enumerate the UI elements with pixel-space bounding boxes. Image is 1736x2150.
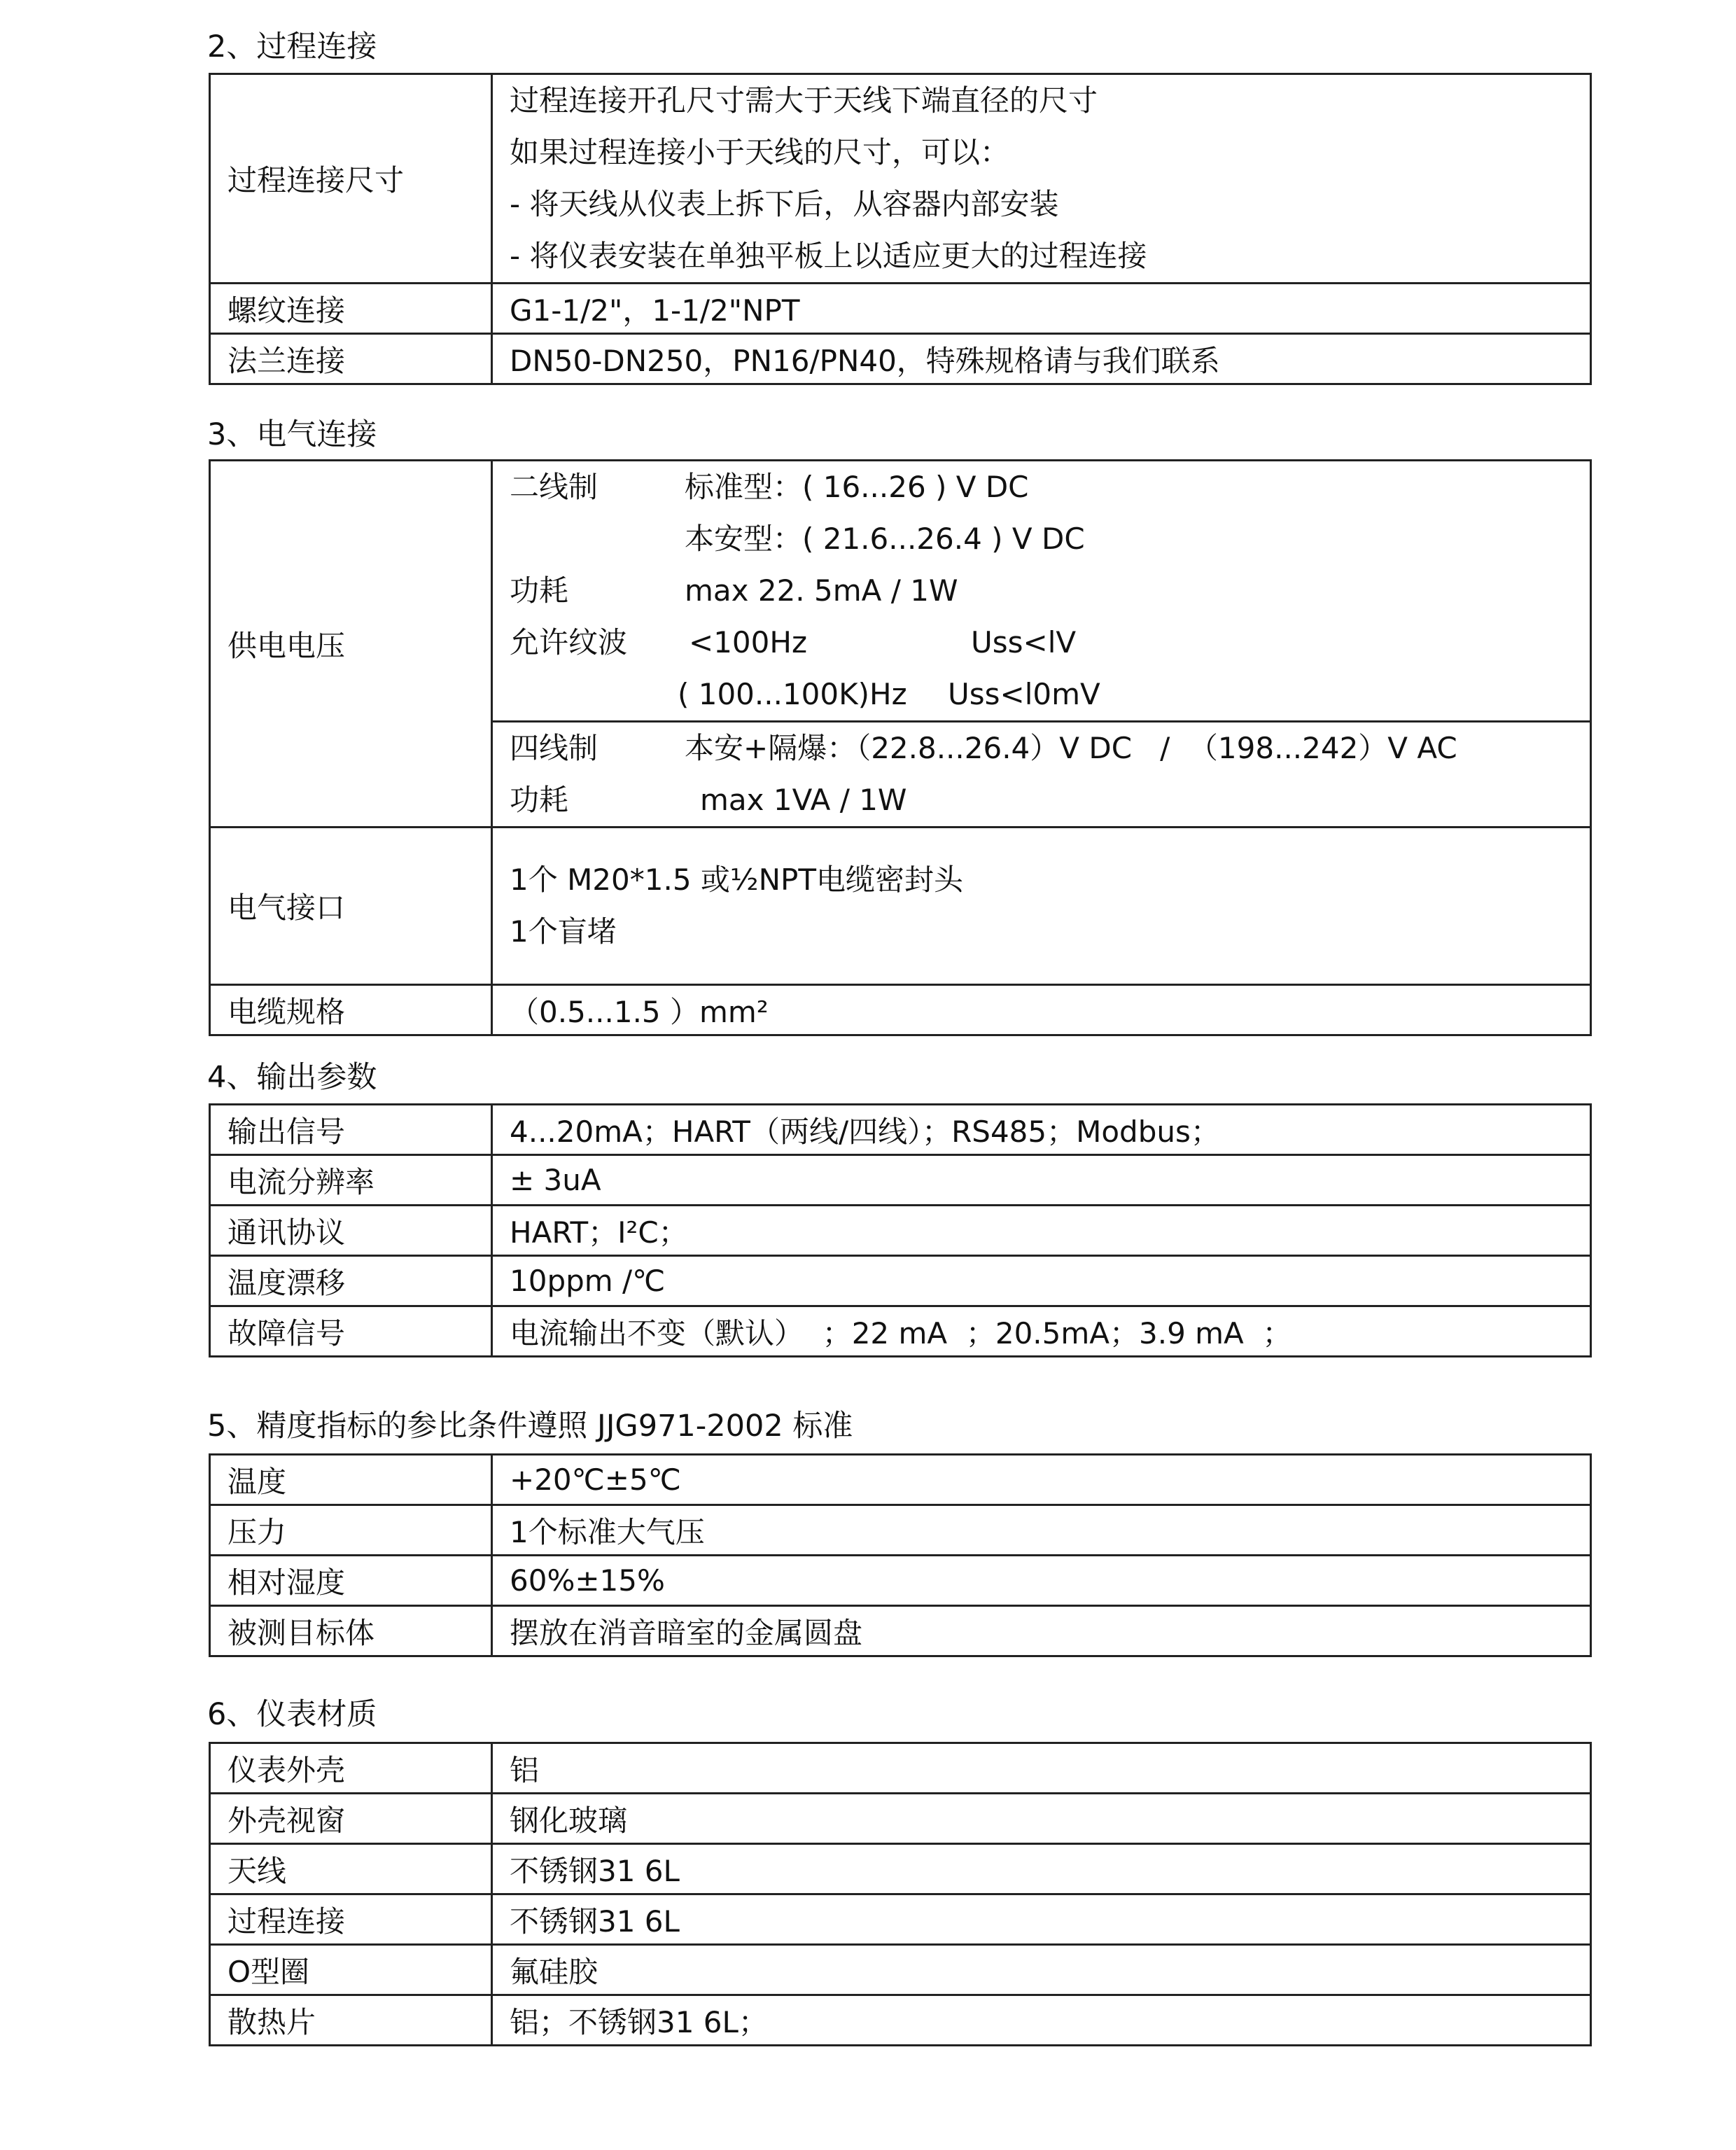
value-line: - 将天线从仪表上拆下后，从容器内部安装 bbox=[510, 187, 1059, 221]
power-value: max 1VA / 1W bbox=[700, 783, 907, 817]
row-value: 不锈钢31 6L bbox=[492, 1894, 1591, 1945]
table-row bbox=[210, 1743, 1591, 1794]
table-row bbox=[210, 1556, 1591, 1606]
row-label: 天线 bbox=[210, 1844, 492, 1894]
row-label: 电气接口 bbox=[210, 828, 492, 985]
row-value: 氟硅胶 bbox=[492, 1945, 1591, 1995]
row-value: HART；I²C； bbox=[492, 1206, 1591, 1256]
row-value: （0.5...1.5 ）mm² bbox=[492, 985, 1591, 1035]
row-label: O型圈 bbox=[210, 1945, 492, 1995]
row-label: 通讯协议 bbox=[210, 1206, 492, 1256]
row-value: 铝；不锈钢31 6L； bbox=[492, 1995, 1591, 2046]
materials-table bbox=[209, 1742, 1592, 2046]
row-value: 钢化玻璃 bbox=[492, 1794, 1591, 1844]
table-row bbox=[210, 1945, 1591, 1995]
row-value: 10ppm /℃ bbox=[492, 1256, 1591, 1306]
four-wire-cell bbox=[492, 722, 1591, 828]
row-label: 相对湿度 bbox=[210, 1556, 492, 1606]
table-row bbox=[210, 1606, 1591, 1656]
table-row bbox=[210, 1505, 1591, 1556]
two-wire-cell bbox=[492, 461, 1591, 722]
row-value: ± 3uA bbox=[492, 1155, 1591, 1206]
table-row bbox=[210, 1894, 1591, 1945]
section-title: 4、输出参数 bbox=[207, 1060, 377, 1095]
ripple-label: 允许纹波 bbox=[510, 625, 628, 659]
value-line: 1个 M20*1.5 或½NPT电缆密封头 bbox=[510, 863, 964, 897]
value-line: 1个盲堵 bbox=[510, 914, 617, 949]
table-row bbox=[210, 1794, 1591, 1844]
row-label: 过程连接尺寸 bbox=[210, 74, 492, 284]
row-label: 螺纹连接 bbox=[210, 284, 492, 334]
section-title: 2、过程连接 bbox=[207, 29, 377, 64]
table-row bbox=[210, 1844, 1591, 1894]
row-label: 散热片 bbox=[210, 1995, 492, 2046]
output-parameters-table bbox=[209, 1103, 1592, 1357]
value-line: 如果过程连接小于天线的尺寸，可以： bbox=[510, 135, 1010, 169]
row-label: 外壳视窗 bbox=[210, 1794, 492, 1844]
row-value: DN50-DN250，PN16/PN40，特殊规格请与我们联系 bbox=[492, 334, 1591, 384]
section-title: 3、电气连接 bbox=[207, 417, 377, 452]
row-value bbox=[492, 74, 1591, 284]
ripple-frequency: <100Hz bbox=[689, 625, 807, 659]
row-value: 1个标准大气压 bbox=[492, 1505, 1591, 1556]
row-value: 摆放在消音暗室的金属圆盘 bbox=[492, 1606, 1591, 1656]
row-value: 不锈钢31 6L bbox=[492, 1844, 1591, 1894]
row-value: +20℃±5℃ bbox=[492, 1455, 1591, 1505]
row-label: 故障信号 bbox=[210, 1306, 492, 1357]
row-value bbox=[492, 828, 1591, 985]
two-wire-name: 二线制 bbox=[510, 470, 598, 504]
ripple-uss: Uss<l0mV bbox=[948, 677, 1100, 711]
table-row bbox=[210, 74, 1591, 284]
row-label: 供电电压 bbox=[210, 461, 492, 828]
power-label: 功耗 bbox=[510, 573, 569, 608]
electrical-connection-table bbox=[209, 459, 1592, 1036]
row-value: 电流输出不变（默认） ；22 mA ；20.5mA；3.9 mA ； bbox=[492, 1306, 1591, 1357]
table-row bbox=[210, 284, 1591, 334]
row-label: 电流分辨率 bbox=[210, 1155, 492, 1206]
table-row bbox=[210, 1155, 1591, 1206]
section-title: 6、仪表材质 bbox=[207, 1697, 377, 1732]
table-row bbox=[210, 828, 1591, 985]
intrinsic-voltage: 本安型：( 21.6...26.4 ) V DC bbox=[685, 522, 1085, 556]
standard-voltage: 标准型：( 16...26 ) V DC bbox=[685, 470, 1029, 504]
row-label: 温度漂移 bbox=[210, 1256, 492, 1306]
ripple-uss: Uss<lV bbox=[971, 625, 1077, 659]
row-value: G1-1/2"，1-1/2"NPT bbox=[492, 284, 1591, 334]
row-label: 压力 bbox=[210, 1505, 492, 1556]
table-row bbox=[210, 334, 1591, 384]
row-label: 过程连接 bbox=[210, 1894, 492, 1945]
process-connection-table bbox=[209, 73, 1592, 385]
section-title: 5、精度指标的参比条件遵照 JJG971-2002 标准 bbox=[207, 1409, 853, 1444]
table-row bbox=[210, 1256, 1591, 1306]
table-row bbox=[210, 461, 1591, 722]
value-line: 过程连接开孔尺寸需大于天线下端直径的尺寸 bbox=[510, 83, 1098, 118]
table-row bbox=[210, 1206, 1591, 1256]
row-label: 输出信号 bbox=[210, 1105, 492, 1155]
row-value: 60%±15% bbox=[492, 1556, 1591, 1606]
power-value: max 22. 5mA / 1W bbox=[685, 573, 958, 608]
row-label: 法兰连接 bbox=[210, 334, 492, 384]
value-line: - 将仪表安装在单独平板上以适应更大的过程连接 bbox=[510, 239, 1147, 273]
reference-conditions-table bbox=[209, 1453, 1592, 1657]
table-row bbox=[210, 985, 1591, 1035]
four-wire-name: 四线制 bbox=[510, 731, 598, 765]
row-value: 4...20mA；HART（两线/四线）；RS485；Modbus； bbox=[492, 1105, 1591, 1155]
row-label: 被测目标体 bbox=[210, 1606, 492, 1656]
power-label: 功耗 bbox=[510, 783, 569, 817]
table-row bbox=[210, 1306, 1591, 1357]
row-label: 电缆规格 bbox=[210, 985, 492, 1035]
table-row bbox=[210, 1105, 1591, 1155]
row-label: 温度 bbox=[210, 1455, 492, 1505]
row-value: 铝 bbox=[492, 1743, 1591, 1794]
table-row bbox=[210, 1995, 1591, 2046]
row-label: 仪表外壳 bbox=[210, 1743, 492, 1794]
table-row bbox=[210, 1455, 1591, 1505]
ripple-frequency: ( 100...100K)Hz bbox=[678, 677, 907, 711]
four-wire-voltage: 本安+隔爆：（22.8...26.4）V DC / （198...242）V AC bbox=[685, 731, 1457, 765]
